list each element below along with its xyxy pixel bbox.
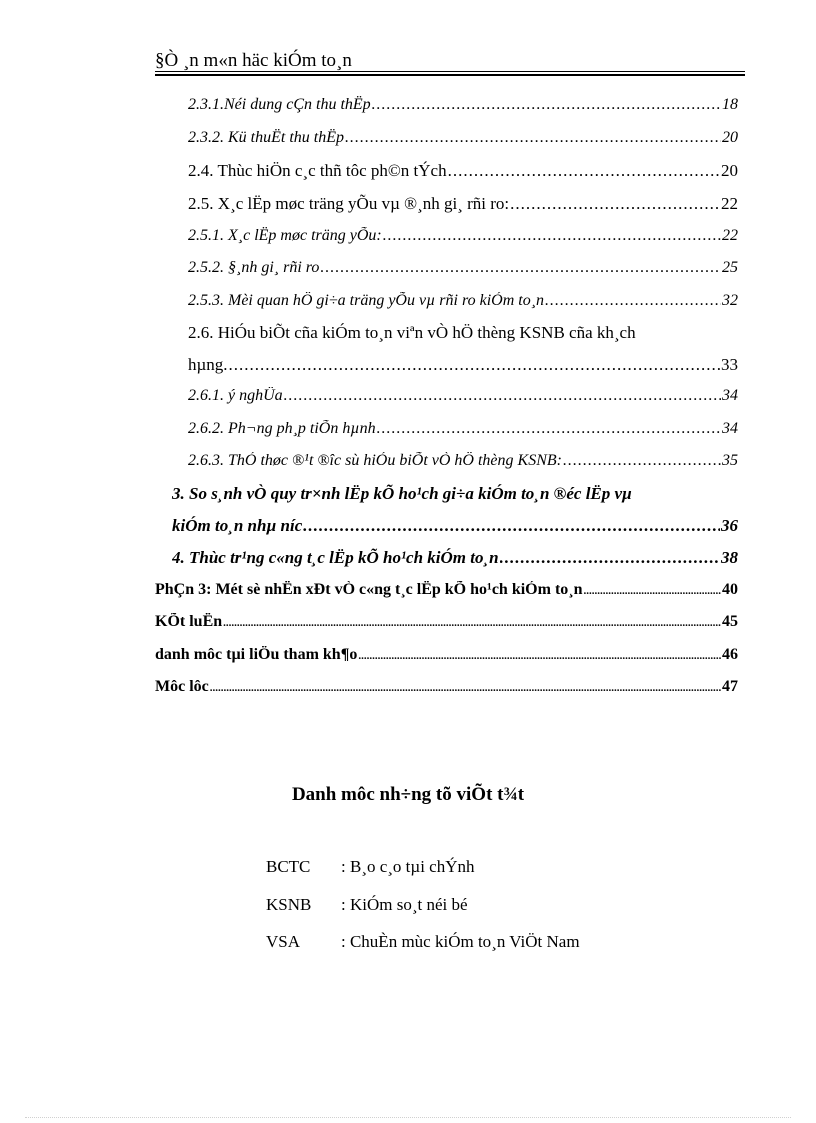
toc-entry-title: 4. Thùc tr¹ng c«ng t¸c lËp kÕ ho¹ch kiÓm to¸n [172,548,499,567]
toc-entry[interactable] [188,161,738,181]
toc-entry-page: 40 [722,581,738,598]
toc-entry-title: Môc lôc [155,678,209,695]
header-divider-thick [155,74,745,76]
toc-entry-title[interactable]: 2.6. HiÓu biÕt cña kiÓm to¸n viªn vÒ hÖ thèng KSNB cña kh¸ch [188,323,636,342]
toc-leader-dots [584,581,722,599]
toc-entry-page: 20 [722,129,738,146]
abbreviation-row [266,932,580,952]
toc-leader-dots [510,194,720,214]
toc-entry[interactable] [188,96,738,114]
toc-entry-title: 2.6.2. Ph¬ng ph¸p tiÕn hµnh [188,420,376,437]
toc-leader-dots [377,420,721,438]
toc-entry[interactable] [155,581,738,599]
toc-entry[interactable] [188,194,738,214]
toc-entry-page: 35 [722,452,738,469]
abbreviation-key: KSNB [266,895,312,914]
toc-leader-dots [372,96,721,114]
toc-entry[interactable] [188,355,738,375]
toc-entry[interactable] [188,292,738,310]
abbreviation-value: : B¸o c¸o tµi chÝnh [341,857,475,876]
toc-entry[interactable] [188,227,738,245]
abbreviation-key: VSA [266,932,301,951]
abbreviation-row [266,895,468,915]
toc-entry-page: 34 [722,387,738,404]
toc-leader-dots [223,613,721,631]
toc-entry-page: 47 [722,678,738,695]
page-bottom-divider [25,1117,791,1118]
toc-entry-page: 45 [722,613,738,630]
toc-entry-page: 46 [722,646,738,663]
toc-entry-page: 34 [722,420,738,437]
toc-entry-continuation: kiÓm to¸n nhµ níc [172,516,303,535]
toc-entry-title: danh môc tµi liÖu tham kh¶o [155,646,358,663]
toc-leader-dots [448,161,720,181]
toc-entry[interactable] [155,678,738,696]
toc-leader-dots [284,387,721,405]
toc-entry-title: 2.5. X¸c lËp møc träng yÕu vµ ®¸nh gi¸ rñi ro: [188,194,510,213]
toc-entry-title[interactable]: 3. So s¸nh vÒ quy tr×nh lËp kÕ ho¹ch gi÷a kiÓm to¸n ®éc lËp vµ [172,484,632,503]
toc-entry[interactable] [188,259,738,277]
toc-entry[interactable] [172,548,738,568]
header-divider [155,71,745,72]
toc-leader-dots [229,355,720,375]
toc-leader-dots [303,516,720,536]
toc-entry[interactable] [155,646,738,664]
toc-entry-title: 2.6.3. ThÓ thøc ®¹t ®îc sù hiÓu biÕt vÒ hÖ thèng KSNB: [188,452,562,469]
toc-leader-dots [500,548,720,568]
toc-entry-title: 2.3.2. Kü thuËt thu thËp [188,129,344,146]
toc-entry-page: 22 [722,227,738,244]
toc-entry[interactable] [188,420,738,438]
toc-entry-page: 32 [722,292,738,309]
toc-entry[interactable] [172,516,738,536]
abbreviation-key: BCTC [266,857,311,876]
toc-entry-title: PhÇn 3: Mét sè nhËn xÐt vÒ c«ng t¸c lËp kÕ ho¹ch kiÓm to¸n [155,581,583,598]
toc-entry-page: 20 [721,161,738,180]
toc-entry-title: 2.5.1. X¸c lËp møc träng yÕu: [188,227,382,244]
toc-entry-page: 38 [721,548,738,567]
abbreviation-value: : ChuÈn mùc kiÓm to¸n ViÖt Nam [341,932,580,951]
toc-leader-dots [383,227,721,245]
toc-entry-continuation: hµng. [188,355,228,374]
toc-leader-dots [210,678,721,696]
abbreviation-row [266,857,475,877]
toc-leader-dots [320,259,721,277]
toc-leader-dots [345,129,721,147]
toc-entry-title: 2.5.3. Mèi quan hÖ gi÷a träng yÕu vµ rñi ro kiÓm to¸n [188,292,545,309]
toc-entry-page: 33 [721,355,738,374]
toc-entry-title: 2.3.1.Néi dung cÇn thu thËp [188,96,371,113]
toc-entry-page: 25 [722,259,738,276]
toc-entry-page: 18 [722,96,738,113]
abbreviations-title: Danh môc nh÷ng tõ viÕt t¾t [291,784,525,805]
toc-leader-dots [358,646,721,664]
toc-entry-title: 2.4. Thùc hiÖn c¸c thñ tôc ph©n tÝch [188,161,447,180]
toc-entry[interactable] [188,129,738,147]
toc-entry[interactable] [188,452,738,470]
toc-leader-dots [545,292,721,310]
toc-entry-title: KÕt luËn [155,613,223,630]
toc-entry-title: 2.5.2. §¸nh gi¸ rñi ro [188,259,320,276]
toc-leader-dots [563,452,721,470]
toc-entry[interactable] [155,613,738,631]
toc-entry-page: 22 [721,194,738,213]
toc-entry-title: 2.6.1. ý nghÜa [188,387,283,404]
page-header-title: §Ò ¸n m«n häc kiÓm to¸n [155,50,352,71]
toc-entry[interactable] [188,387,738,405]
toc-entry-page: 36 [721,516,738,535]
abbreviation-value: : KiÓm so¸t néi bé [341,895,468,914]
